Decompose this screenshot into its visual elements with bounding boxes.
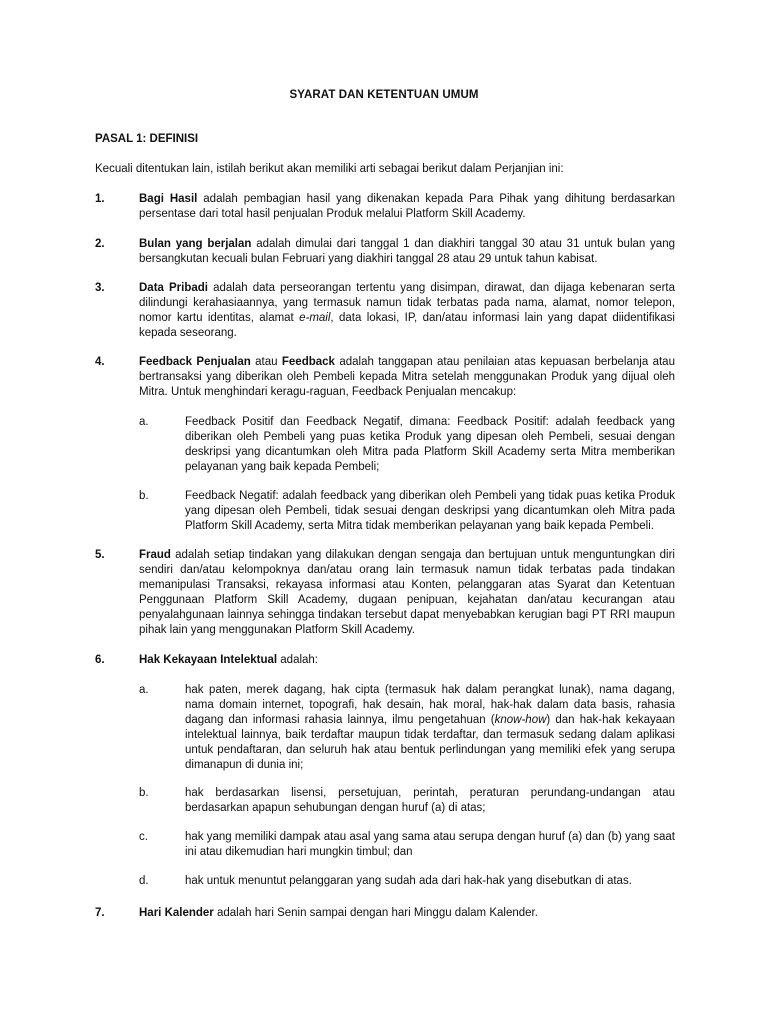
sub-item-text: hak berdasarkan lisensi, persetujuan, perintah, peraturan perundang-undangan atau berdasarkan apapun sehubungan dengan huruf (a) di atas; — [185, 787, 675, 814]
sub-item-4a — [139, 415, 675, 475]
definition-text: adalah pembagian hasil yang dikenakan kepada Para Pihak yang dihitung berdasarkan persentase dari total hasil penjualan Produk melalui Platform Skill Academy. — [139, 193, 675, 220]
defined-term: Data Pribadi — [139, 282, 208, 294]
definition-item-4 — [95, 355, 675, 400]
emphasized-term: e-mail — [299, 312, 331, 324]
connector-text: atau — [250, 356, 282, 368]
item-number: 1. — [95, 193, 105, 205]
emphasized-term: know-how — [494, 714, 547, 726]
defined-term: Feedback Penjualan — [139, 356, 251, 368]
item-number: 7. — [95, 907, 105, 919]
definition-text: adalah: — [277, 654, 319, 666]
definition-item-3 — [95, 281, 675, 341]
item-body — [139, 906, 675, 921]
sub-item-letter: a. — [139, 416, 149, 428]
item-number: 6. — [95, 654, 105, 666]
definition-item-5 — [95, 548, 675, 638]
item-number: 4. — [95, 356, 105, 368]
item-body — [139, 548, 675, 638]
defined-term: Hak Kekayaan Intelektual — [139, 654, 278, 666]
definition-text: adalah tanggapan atau penilaian atas kepuasan berbelanja atau bertransaksi yang diberikan oleh Pembeli kepada Mitra setelah menggunakan Produk yang dijual oleh Mitra. Untuk menghindari keragu-raguan, Feedback Penjualan mencakup: — [139, 356, 675, 398]
definition-item-2 — [95, 237, 675, 267]
item-body — [139, 355, 675, 400]
item-body — [139, 653, 675, 668]
sub-item-letter: b. — [139, 787, 149, 799]
defined-term: Bulan yang berjalan — [139, 238, 252, 250]
sub-item-letter: c. — [139, 831, 148, 843]
sub-item-text: hak yang memiliki dampak atau asal yang sama atau serupa dengan huruf (a) dan (b) yang saat ini atau dikemudian hari mungkin timbul; dan — [185, 831, 675, 858]
sub-item-text: Feedback Negatif: adalah feedback yang diberikan oleh Pembeli yang tidak puas ketika Produk yang dipesan oleh Pembeli, tidak sesuai dengan deskripsi yang dicantumkan oleh Mitra pada Platform Skill Academy, serta Mitra tidak memberikan pelayanan yang baik kepada Pembeli. — [185, 490, 675, 532]
intro-paragraph: Kecuali ditentukan lain, istilah berikut akan memiliki arti sebagai berikut dalam Perjanjian ini: — [95, 163, 564, 175]
section-heading: PASAL 1: DEFINISI — [95, 133, 199, 145]
item-body — [139, 237, 675, 267]
sub-item-letter: b. — [139, 490, 149, 502]
sub-item-text-part: hak paten, merek dagang, hak cipta (termasuk hak dalam perangkat lunak), nama dagang, nama domain internet, topografi, hak desain, hak moral, hak-hak dalam data basis, rahasia dagang dan informasi rahasia lainnya, ilmu pengetahuan ( — [185, 684, 675, 726]
sub-item-6b — [139, 786, 675, 816]
sub-item-6a — [139, 683, 675, 773]
defined-term: Hari Kalender — [139, 907, 214, 919]
defined-term: Feedback — [281, 356, 335, 368]
definition-text: adalah data perseorangan tertentu yang disimpan, dirawat, dan dijaga kebenaran serta dilindungi kerahasiaannya, yang termasuk namun tidak terbatas pada nama, alamat, nomor telepon, nomor kartu identitas, alamat — [139, 282, 676, 324]
definition-text: , data lokasi, IP, dan/atau informasi lain yang dapat diidentifikasi kepada seseorang. — [139, 312, 675, 339]
item-body — [139, 281, 675, 341]
sub-item-6c — [139, 830, 675, 860]
sub-item-text — [185, 683, 675, 773]
definition-text: adalah hari Senin sampai dengan hari Minggu dalam Kalender. — [213, 907, 538, 919]
definition-item-7 — [95, 906, 675, 921]
sub-item-text: Feedback Positif dan Feedback Negatif, dimana: Feedback Positif: adalah feedback yang diberikan oleh Pembeli yang puas ketika Produk yang dipesan oleh Pembeli, sesuai dengan deskripsi yang dicantumkan oleh Mitra pada Platform Skill Academy serta Mitra memberikan pelayanan yang baik kepada Pembeli; — [185, 416, 675, 473]
item-number: 5. — [95, 549, 105, 561]
sub-item-letter: d. — [139, 875, 149, 887]
sub-item-text: hak untuk menuntut pelanggaran yang sudah ada dari hak-hak yang disebutkan di atas. — [185, 875, 632, 887]
item-number: 3. — [95, 282, 105, 294]
defined-term: Bagi Hasil — [139, 193, 198, 205]
definition-text: adalah setiap tindakan yang dilakukan dengan sengaja dan bertujuan untuk menguntungkan diri sendiri dan/atau kelompoknya dan/atau orang lain termasuk namun tidak terbatas pada tindakan memanipulasi Transaksi, rekayasa informasi atau Konten, pelanggaran atas Syarat dan Ketentuan Penggunaan Platform Skill Academy, dugaan penipuan, kejahatan dan/atau kecurangan atau penyalahgunaan lainnya sehingga tindakan tersebut dapat menyebabkan kerugian bagi PT RRI maupun pihak lain yang menggunakan Platform Skill Academy. — [139, 549, 675, 636]
sub-item-6d — [139, 874, 675, 889]
sub-item-letter: a. — [139, 684, 149, 696]
sub-item-4b — [139, 489, 675, 534]
definition-item-6 — [95, 653, 675, 668]
definition-item-1 — [95, 192, 675, 222]
document-title: SYARAT DAN KETENTUAN UMUM — [289, 89, 479, 101]
item-body — [139, 192, 675, 222]
defined-term: Fraud — [139, 549, 171, 561]
sub-item-text-part: ) dan hak-hak kekayaan intelektual lainnya, baik terdaftar maupun tidak terdaftar, dan termasuk sedang dalam aplikasi untuk pendaftaran, dan seluruh hak atau bentuk perlindungan yang memiliki efek yang serupa dimanapun di dunia ini; — [185, 714, 675, 771]
definition-text: adalah dimulai dari tanggal 1 dan diakhiri tanggal 30 atau 31 untuk bulan yang bersangkutan kecuali bulan Februari yang diakhiri tanggal 28 atau 29 untuk tahun kabisat. — [139, 238, 675, 265]
item-number: 2. — [95, 238, 105, 250]
